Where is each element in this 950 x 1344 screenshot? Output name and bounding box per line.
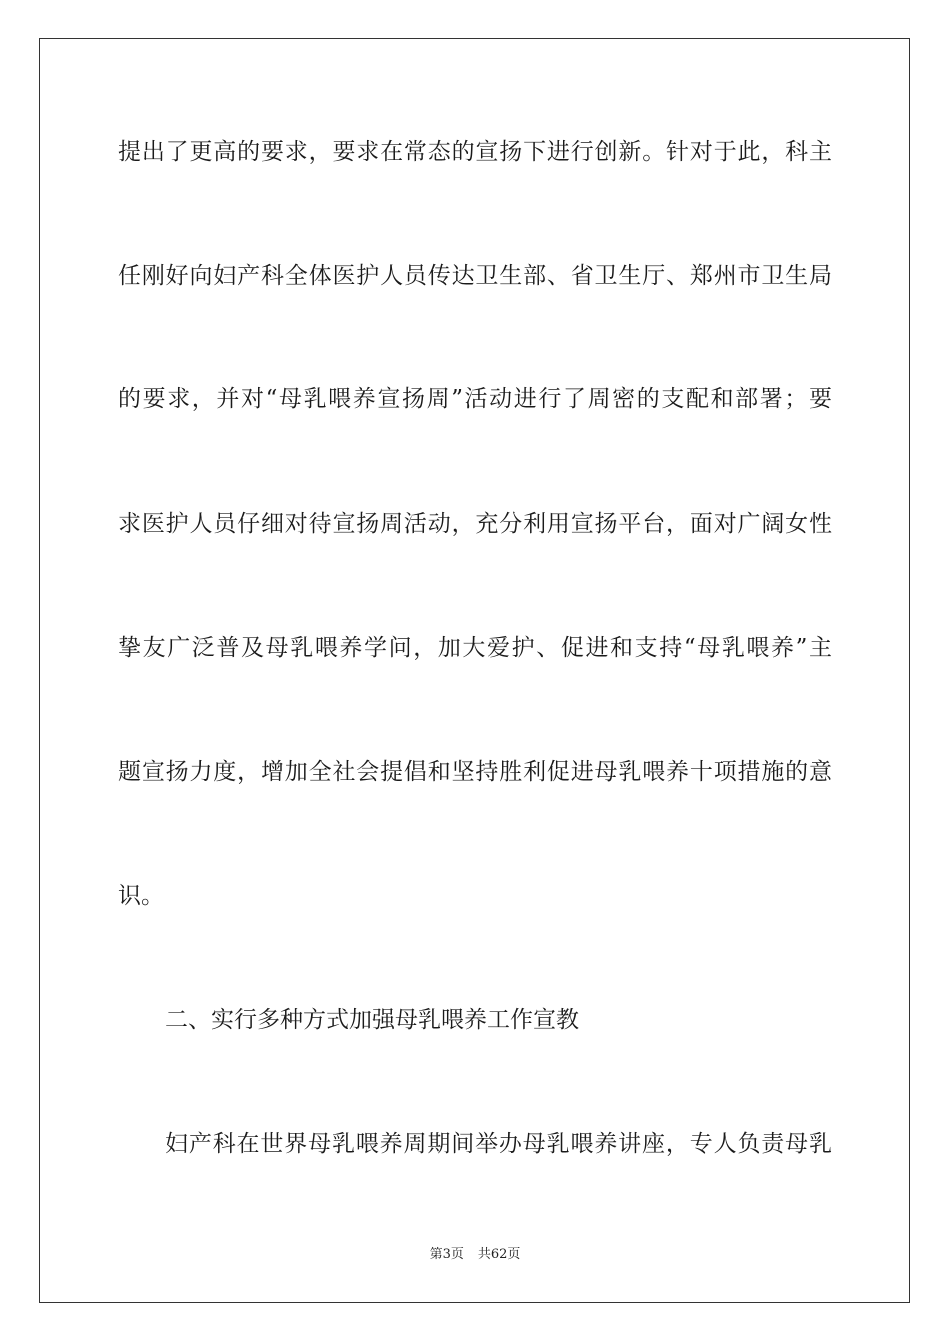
page-total: 共62页 [477,1247,521,1262]
body-line-7: 识。 [118,883,164,909]
page-number: 第3页 [429,1247,464,1262]
body-line-1: 提出了更高的要求，要求在常态的宣扬下进行创新。针对于此，科主 [118,139,832,165]
body-line-4: 求医护人员仔细对待宣扬周活动，充分利用宣扬平台，面对广阔女性 [118,511,832,537]
page-footer [0,1246,950,1264]
body-line-3: 的要求，并对“母乳喂养宣扬周”活动进行了周密的支配和部署；要 [118,386,832,412]
paragraph-start: 妇产科在世界母乳喂养周期间举办母乳喂养讲座，专人负责母乳 [165,1131,832,1157]
body-line-5: 挚友广泛普及母乳喂养学问，加大爱护、促进和支持“母乳喂养”主 [118,635,832,661]
body-line-2: 任刚好向妇产科全体医护人员传达卫生部、省卫生厅、郑州市卫生局 [118,263,832,289]
page-border [39,38,910,1303]
body-line-6: 题宣扬力度，增加全社会提倡和坚持胜利促进母乳喂养十项措施的意 [118,759,832,785]
section-heading: 二、实行多种方式加强母乳喂养工作宣教 [165,1007,579,1033]
